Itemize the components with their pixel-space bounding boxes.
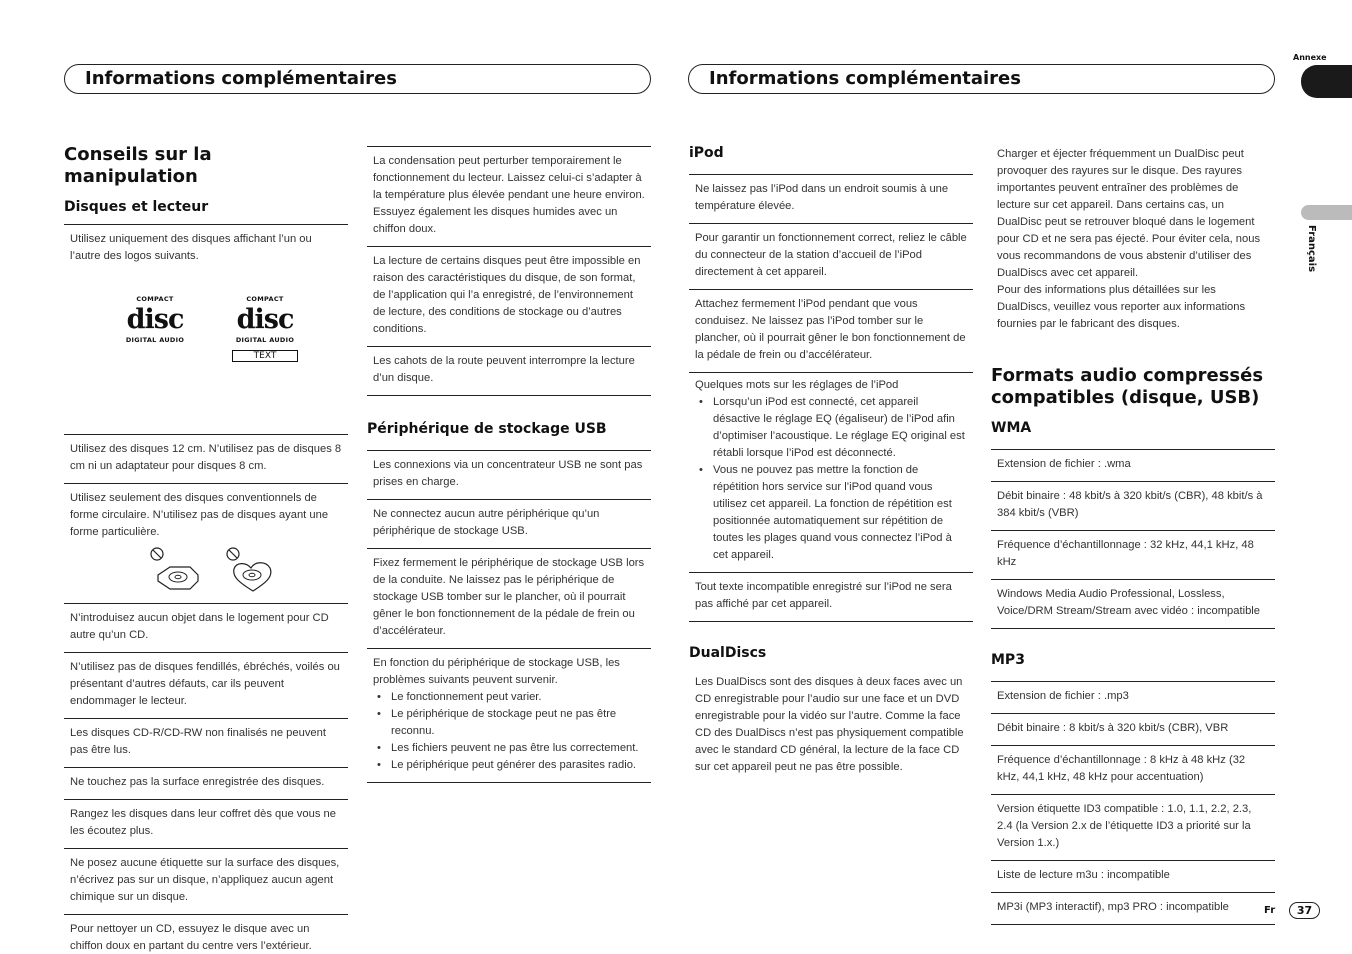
disc-tips-continued xyxy=(367,146,651,396)
wma-spec-box xyxy=(991,449,1275,629)
bullet-item: • Lorsqu’un iPod est connecté, cet appareil désactive le réglage EQ (égaliseur) de l’iPod afin d’optimiser l’acoustique. Le réglage EQ original est rétabli lorsque l’iPod est déconnecté. xyxy=(695,394,967,462)
list-item: Les connexions via un concentrateur USB ne sont pas prises en charge. xyxy=(373,459,643,488)
list-item: Tout texte incompatible enregistré sur l’iPod ne sera pas affiché par cet appareil. xyxy=(689,572,973,621)
no-octagon-disc-icon xyxy=(150,547,202,593)
list-item: MP3i (MP3 interactif), mp3 PRO : incompatible xyxy=(991,892,1275,924)
mp3-spec-box xyxy=(991,681,1275,925)
logo-intro: Utilisez uniquement des disques affichant l’un ou l’autre des logos suivants. xyxy=(70,233,312,262)
no-heart-disc-icon xyxy=(226,547,278,593)
bullet-item: • Le périphérique peut générer des parasites radio. xyxy=(373,757,645,774)
list-item: Extension de fichier : .wma xyxy=(997,458,1131,470)
page-number: 37 xyxy=(1289,902,1320,919)
list-item: Windows Media Audio Professional, Lossless, Voice/DRM Stream/Stream avec vidéo : incompatible xyxy=(991,579,1275,628)
list-item: Pour nettoyer un CD, essuyez le disque avec un chiffon doux en partant du centre vers l’extérieur. xyxy=(64,914,348,954)
column-3 xyxy=(689,144,973,776)
dualdiscs-text: Les DualDiscs sont des disques à deux faces avec un CD enregistrable pour l’audio sur une face et un DVD enregistrable pour la vidéo sur l’autre. Comme la face CD des DualDiscs n’est pas physiquement compatible avec le standard CD général, la lecture de la face CD sur cet appareil peut ne pas être possible. xyxy=(695,676,964,773)
list-item: Fréquence d’échantillonnage : 8 kHz à 48 kHz (32 kHz, 44,1 kHz, 48 kHz pour accentuation) xyxy=(991,745,1275,794)
list-item: Utilisez seulement des disques conventionnels de forme circulaire. N’utilisez pas de disques ayant une forme particulière. xyxy=(64,483,348,603)
annexe-tab xyxy=(1301,65,1352,98)
formats-title: Formats audio compressés compatibles (disque, USB) xyxy=(991,365,1264,408)
wma-title: WMA xyxy=(991,420,1032,436)
footer-language-code: Fr xyxy=(1264,905,1276,916)
list-item: Extension de fichier : .mp3 xyxy=(997,690,1129,702)
odd-shape-illustrations xyxy=(70,541,342,595)
bullet-item: • Les fichiers peuvent ne pas être lus correctement. xyxy=(373,740,645,757)
list-item: Ne laissez pas l’iPod dans un endroit soumis à une température élevée. xyxy=(695,183,949,212)
usb-title: Périphérique de stockage USB xyxy=(367,421,607,437)
list-item: Ne connectez aucun autre périphérique qu’un périphérique de stockage USB. xyxy=(367,499,651,548)
ipod-tips-box xyxy=(689,174,973,622)
ipod-setting-bullets xyxy=(695,394,967,564)
list-item: Ne posez aucune étiquette sur la surface des disques, n’écrivez pas sur un disque, n’appliquez aucun agent chimique sur un disque. xyxy=(64,848,348,914)
list-item: Quelques mots sur les réglages de l’iPod • Lorsqu’un iPod est connecté, cet appareil désactive le réglage EQ (égaliseur) de l’iPod afin d’optimiser l’acoustique. Le réglage EQ original est rétabli lorsque l’iPod est déconnecté. • Vous ne pouvez pas mettre la fonction de répétition hors service sur l’iPod quand vous utilisez cet appareil. La fonction de répétition est positionnée automatiquement sur répétition de toutes les plages quand vous connectez l’iPod à cet appareil. xyxy=(689,372,973,572)
column-1 xyxy=(64,144,348,954)
language-label: Français xyxy=(1306,225,1317,273)
subsection-title: Disques et lecteur xyxy=(64,199,209,215)
list-item: N’utilisez pas de disques fendillés, ébréchés, voilés ou présentant d’autres défauts, car ils peuvent endommager le lecteur. xyxy=(64,652,348,718)
mp3-title: MP3 xyxy=(991,652,1025,668)
language-tab xyxy=(1301,205,1352,220)
column-2 xyxy=(367,146,651,783)
list-item: Débit binaire : 48 kbit/s à 320 kbit/s (CBR), 48 kbit/s à 384 kbit/s (VBR) xyxy=(991,481,1275,530)
list-item: Rangez les disques dans leur coffret dès que vous ne les écoutez plus. xyxy=(64,799,348,848)
list-item: Attachez fermement l’iPod pendant que vous conduisez. Ne laissez pas l’iPod tomber sur le plancher, où il pourrait gêner le bon fonctionnement de la pédale de frein ou d’accélérateur. xyxy=(689,289,973,372)
usb-tips-box xyxy=(367,450,651,783)
list-item: Utilisez des disques 12 cm. N’utilisez pas de disques 8 cm ni un adaptateur pour disques 8 cm. xyxy=(64,434,348,483)
compact-disc-text-logo: COMPACT disc DIGITAL AUDIO TEXT xyxy=(232,291,298,362)
ipod-title: iPod xyxy=(689,145,724,161)
list-item: La condensation peut perturber temporairement le fonctionnement du lecteur. Laissez celui-ci s’adapter à la température plus élevée pendant une heure environ. Essuyez également les disques humides avec un chiffon doux. xyxy=(373,155,645,235)
dualdiscs-title: DualDiscs xyxy=(689,645,767,661)
section-banner-right: Informations complémentaires xyxy=(688,64,1275,94)
section-banner-left: Informations complémentaires xyxy=(64,64,651,94)
dualdiscs-continued: Charger et éjecter fréquemment un DualDisc peut provoquer des rayures sur le disque. Des rayures importantes peuvent entraîner des problèmes de lecture sur cet appareil. Dans certains cas, un DualDisc peut se retrouver bloqué dans le logement pour CD et ne sera pas éjecté. Pour éviter cela, nous vous recommandons de vous abstenir d’utiliser des DualDiscs avec cet appareil. xyxy=(997,148,1261,279)
column-4 xyxy=(991,146,1275,925)
usb-problem-bullets xyxy=(373,689,645,774)
list-item: Fréquence d’échantillonnage : 32 kHz, 44,1 kHz, 48 kHz xyxy=(991,530,1275,579)
dualdiscs-info: Pour des informations plus détaillées sur les DualDiscs, veuillez vous reporter aux informations fournies par le fabricant des disques. xyxy=(997,284,1246,330)
compact-disc-logo: COMPACT disc DIGITAL AUDIO xyxy=(125,295,185,344)
disc-tips-box xyxy=(64,224,348,603)
page-title: Conseils sur la manipulation xyxy=(64,144,212,187)
logo-row xyxy=(70,265,342,426)
bullet-item: • Le périphérique de stockage peut ne pas être reconnu. xyxy=(373,706,645,740)
bullet-item: • Vous ne pouvez pas mettre la fonction de répétition hors service sur l’iPod quand vous utilisez cet appareil. La fonction de répétition est positionnée automatiquement sur répétition de toutes les plages quand vous connectez l’iPod à cet appareil. xyxy=(695,462,967,564)
annexe-label: Annexe xyxy=(1293,53,1327,62)
list-item: Les cahots de la route peuvent interrompre la lecture d’un disque. xyxy=(367,346,651,395)
list-item: N’introduisez aucun objet dans le logement pour CD autre qu’un CD. xyxy=(70,612,329,641)
list-item: Les disques CD-R/CD-RW non finalisés ne peuvent pas être lus. xyxy=(64,718,348,767)
disc-tips-list xyxy=(64,603,348,954)
bullet-item: • Le fonctionnement peut varier. xyxy=(373,689,645,706)
list-item: Débit binaire : 8 kbit/s à 320 kbit/s (CBR), VBR xyxy=(991,713,1275,745)
list-item: Liste de lecture m3u : incompatible xyxy=(991,860,1275,892)
list-item: Fixez fermement le périphérique de stockage USB lors de la conduite. Ne laissez pas le périphérique de stockage USB tomber sur le plancher, où il pourrait gêner le bon fonctionnement de la pédale de frein ou d’accélérateur. xyxy=(367,548,651,648)
list-item: La lecture de certains disques peut être impossible en raison des caractéristiques du disque, de son format, de l’application qui l’a enregistré, de l’environnement de lecture, des conditions de stockage ou d’autres conditions. xyxy=(367,246,651,346)
list-item: Ne touchez pas la surface enregistrée des disques. xyxy=(64,767,348,799)
list-item xyxy=(64,225,348,434)
list-item: Version étiquette ID3 compatible : 1.0, 1.1, 2.2, 2.3, 2.4 (la Version 2.x de l’étiquette ID3 a priorité sur la Version 1.x.) xyxy=(991,794,1275,860)
list-item: Pour garantir un fonctionnement correct, reliez le câble du connecteur de la station d’accueil de l’iPod directement à cet appareil. xyxy=(689,223,973,289)
list-item: En fonction du périphérique de stockage USB, les problèmes suivants peuvent survenir. • Le fonctionnement peut varier. • Le périphérique de stockage peut ne pas être reconnu. • Les fichiers peuvent ne pas être lus correctement. • Le périphérique peut générer des parasites radio. xyxy=(367,648,651,782)
